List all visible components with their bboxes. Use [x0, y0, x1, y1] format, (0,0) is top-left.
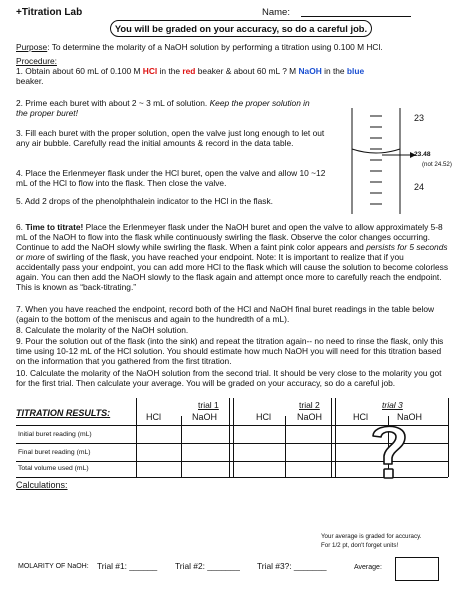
buret-answer: 23.48	[414, 151, 431, 158]
worksheet-title: +Titration Lab	[16, 7, 83, 18]
trial-3-naoh-header: NaOH	[397, 412, 423, 422]
name-label: Name:	[262, 7, 290, 18]
meniscus	[352, 149, 400, 153]
trial-2-label: trial 2	[299, 400, 320, 410]
cell-trial1-hcl-initial[interactable]	[137, 426, 180, 442]
accuracy-banner: You will be graded on your accuracy, so do a careful job.	[110, 20, 372, 37]
step-8: 8. Calculate the molarity of the NaOH solution.	[16, 325, 189, 335]
step-9: 9. Pour the solution out of the flask (into the sink) and repeat the titration again-- no need to rinse the flask, only this time using 10-12 mL of the HCl solution. You should estimate how much NaOH you will need for this titration based on the information that you gathered from the first titration.	[16, 336, 444, 367]
purpose-paragraph	[16, 42, 446, 52]
cell-trial1-hcl-final[interactable]	[137, 444, 180, 460]
step-10: 10. Calculate the molarity of the NaOH solution from the second trial. It should be very close to the molarity you got for the first trial. Then calculate your average. You will be graded on your accuracy, so do a careful job.	[16, 368, 442, 389]
trial-3-answer[interactable]: Trial #3?: _______	[257, 561, 327, 571]
table-divider	[331, 398, 332, 477]
table-divider	[335, 398, 336, 477]
cell-trial2-hcl-initial[interactable]	[235, 426, 284, 442]
procedure-label: Procedure:	[16, 56, 57, 66]
row-label-total: Total volume used (mL)	[18, 465, 89, 472]
trial-1-naoh-header: NaOH	[192, 412, 218, 422]
table-divider	[448, 398, 449, 477]
step-5: 5. Add 2 drops of the phenolphthalein indicator to the HCl in the flask.	[16, 196, 273, 206]
titration-results-title: TITRATION RESULTS:	[16, 408, 111, 418]
step-2: 2. Prime each buret with about 2 ~ 3 mL of solution. Keep the proper solution in the proper buret!	[16, 98, 310, 119]
cell-trial2-naoh-initial[interactable]	[286, 426, 330, 442]
average-answer-box[interactable]	[395, 557, 439, 581]
molarity-label: MOLARITY OF NaOH:	[18, 563, 89, 570]
trial-3-hcl-header: HCl	[353, 412, 368, 422]
trial-1-label: trial 1	[198, 400, 219, 410]
row-label-initial: Initial buret reading (mL)	[18, 431, 92, 438]
trial-2-naoh-header: NaOH	[297, 412, 323, 422]
step-3: 3. Fill each buret with the proper solution, open the valve just long enough to let out any air bubble. Carefully read the initial amounts & record in the data table.	[16, 128, 325, 149]
buret-reading-bottom: 24	[414, 182, 425, 192]
calculations-label: Calculations:	[16, 480, 68, 490]
cell-trial1-naoh-initial[interactable]	[182, 426, 228, 442]
cell-trial2-hcl-final[interactable]	[235, 444, 284, 460]
trial-2-answer[interactable]: Trial #2: _______	[175, 561, 240, 571]
purpose-text: : To determine the molarity of a NaOH solution by performing a titration using 0.100 M HCl.	[47, 42, 383, 52]
cell-trial2-naoh-final[interactable]	[286, 444, 330, 460]
step-6: 6. Time to titrate! Place the Erlenmeyer flask under the NaOH buret and open the valve to allow approximately 5-8 mL of the NaOH to flow into the flask while continuously swirling the flask. Observe the color changes occurring. Continue to add the NaOH slowly while swirling the flask. When a faint pink color appears and persists for 5 seconds or more of swirling of the flask, you have reached your endpoint. Note: It is important to realize that if you accidentally pass your endpoint, you can add more HCl to the flask which will cause the solution to become colorless again. You can then add the NaOH slowly to the flask again and attempt once more to carefully reach the endpoint. This is known as “back-titrating.”	[16, 222, 449, 293]
buret-answer-note: (not 24.52)	[422, 161, 452, 168]
trial-2-hcl-header: HCl	[256, 412, 271, 422]
row-label-final: Final buret reading (mL)	[18, 449, 91, 456]
name-field-line[interactable]	[301, 16, 411, 17]
question-mark-icon	[364, 420, 414, 484]
step-4: 4. Place the Erlenmeyer flask under the HCl buret, open the valve and allow 10 ~12 mL of the HCl to flow into the flask. Then close the valve.	[16, 168, 326, 189]
average-label: Average:	[354, 564, 382, 571]
table-divider	[233, 398, 234, 477]
step-1: 1. Obtain about 60 mL of 0.100 M HCl in the red beaker & about 60 mL ? M NaOH in the blue beaker.	[16, 66, 365, 87]
trial-1-answer[interactable]: Trial #1: ______	[97, 561, 158, 571]
trial-3-label: trial 3	[382, 400, 403, 410]
buret-tube	[352, 108, 400, 214]
table-divider	[229, 398, 230, 477]
buret-reading-top: 23	[414, 113, 425, 123]
step-7: 7. When you have reached the endpoint, record both of the HCl and NaOH final buret readings in the table below (again to the bottom of the meniscus and again to the hundredth of a mL).	[16, 304, 435, 325]
cell-trial1-naoh-final[interactable]	[182, 444, 228, 460]
purpose-label: Purpose	[16, 42, 48, 52]
average-note: Your average is graded for accuracy. For 1/2 pt, don't forget units!	[321, 533, 422, 549]
buret-graduations	[370, 116, 382, 204]
trial-1-hcl-header: HCl	[146, 412, 161, 422]
